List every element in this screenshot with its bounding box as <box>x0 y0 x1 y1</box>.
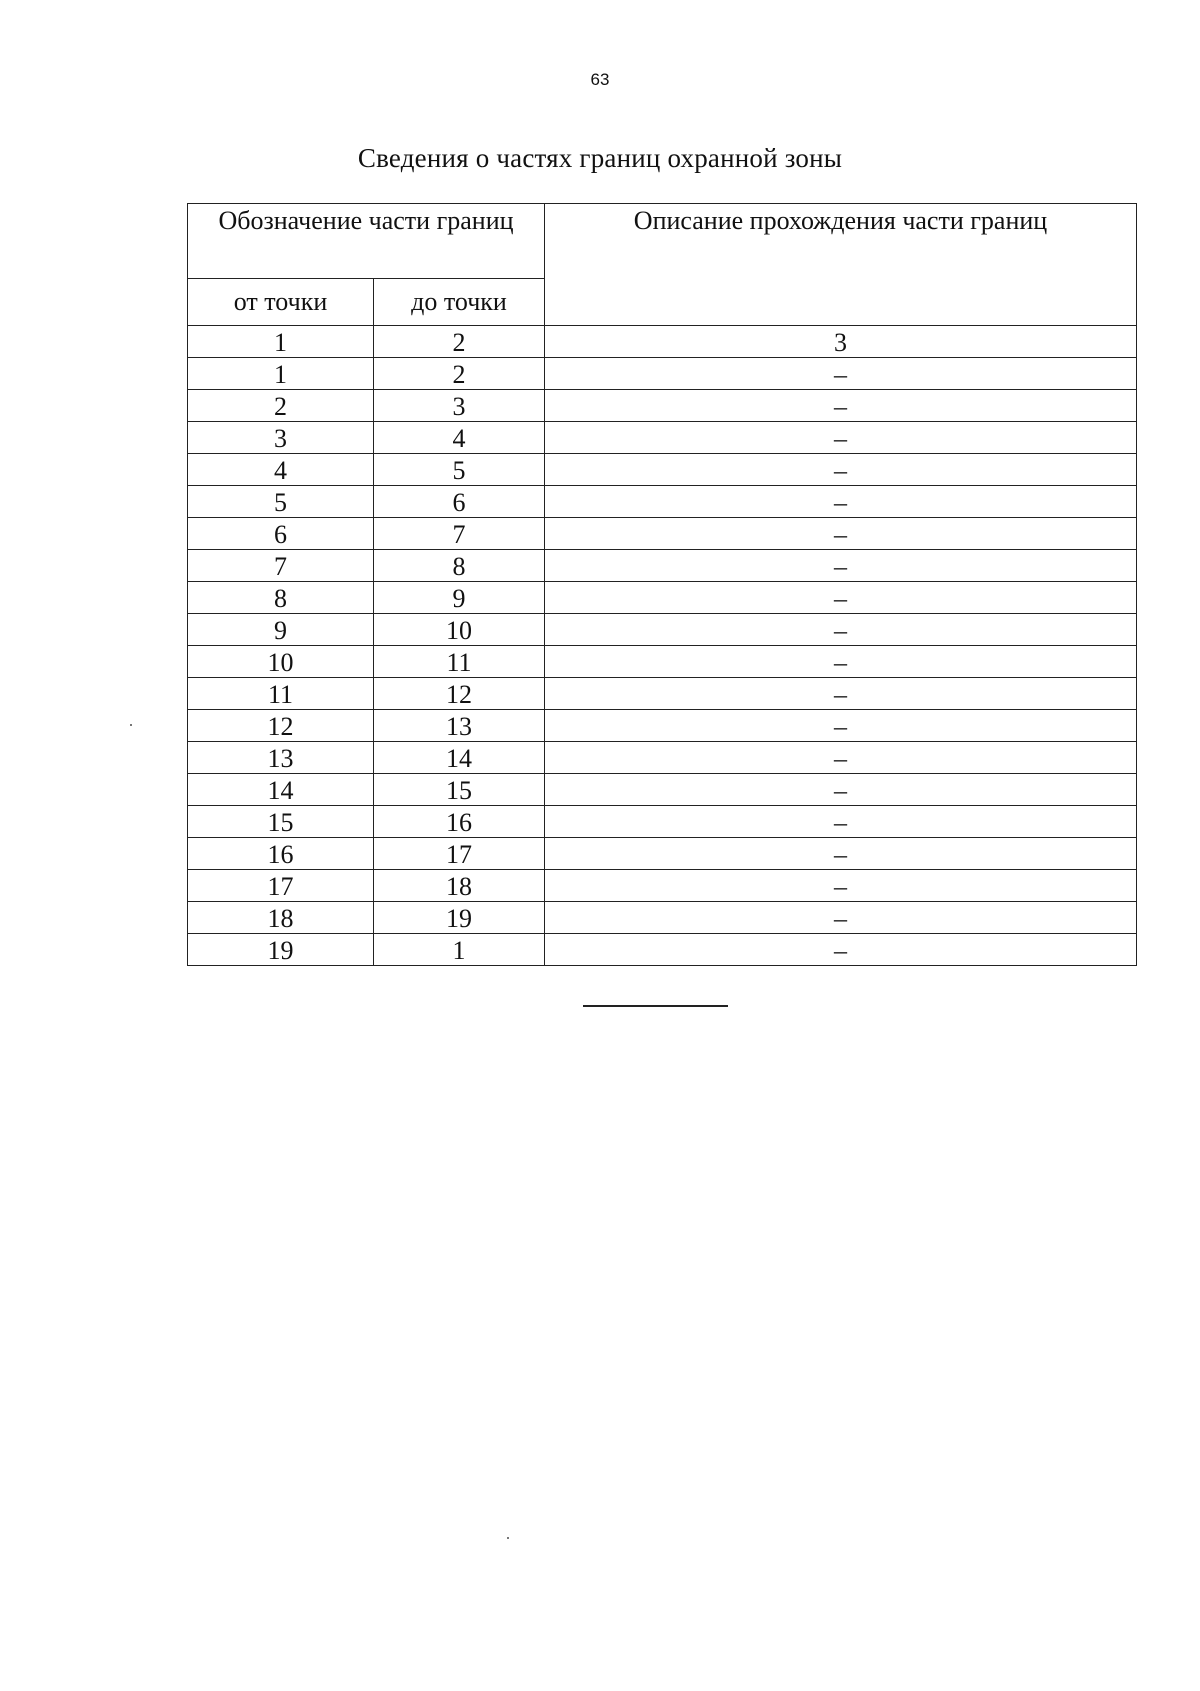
scan-speck <box>507 1537 509 1539</box>
from-point-cell: 13 <box>188 742 374 774</box>
from-point-cell: 14 <box>188 774 374 806</box>
description-cell: – <box>545 710 1137 742</box>
to-point-cell: 15 <box>374 774 545 806</box>
from-point-cell: 2 <box>188 390 374 422</box>
table-row <box>188 806 1137 838</box>
header-boundary-designation: Обозначение части границ <box>188 204 545 279</box>
page-number: 63 <box>590 70 610 89</box>
from-point-cell: 15 <box>188 806 374 838</box>
description-cell: – <box>545 518 1137 550</box>
column-index-row <box>188 326 1137 358</box>
from-point-cell: 10 <box>188 646 374 678</box>
table-row <box>188 742 1137 774</box>
description-cell: – <box>545 902 1137 934</box>
to-point-cell: 19 <box>374 902 545 934</box>
description-cell: – <box>545 358 1137 390</box>
header-from-point: от точки <box>188 279 374 326</box>
to-point-cell: 7 <box>374 518 545 550</box>
description-cell: – <box>545 390 1137 422</box>
table-header-row <box>188 204 1137 279</box>
description-cell: – <box>545 486 1137 518</box>
to-point-cell: 8 <box>374 550 545 582</box>
description-cell: – <box>545 454 1137 486</box>
description-cell: – <box>545 774 1137 806</box>
from-point-cell: 5 <box>188 486 374 518</box>
table-row <box>188 934 1137 966</box>
to-point-cell: 2 <box>374 358 545 390</box>
from-point-cell: 4 <box>188 454 374 486</box>
description-cell: – <box>545 742 1137 774</box>
from-point-cell: 18 <box>188 902 374 934</box>
end-of-section-rule <box>583 1005 728 1007</box>
description-cell: – <box>545 934 1137 966</box>
description-cell: – <box>545 678 1137 710</box>
table-row <box>188 550 1137 582</box>
table-row <box>188 774 1137 806</box>
table-row <box>188 454 1137 486</box>
header-boundary-description: Описание прохождения части границ <box>545 204 1137 326</box>
header-to-point: до точки <box>374 279 545 326</box>
column-index-cell: 3 <box>545 326 1137 358</box>
description-cell: – <box>545 806 1137 838</box>
to-point-cell: 6 <box>374 486 545 518</box>
table-row <box>188 390 1137 422</box>
to-point-cell: 18 <box>374 870 545 902</box>
to-point-cell: 13 <box>374 710 545 742</box>
from-point-cell: 16 <box>188 838 374 870</box>
to-point-cell: 3 <box>374 390 545 422</box>
column-index-cell: 2 <box>374 326 545 358</box>
description-cell: – <box>545 582 1137 614</box>
from-point-cell: 11 <box>188 678 374 710</box>
to-point-cell: 1 <box>374 934 545 966</box>
table-row <box>188 902 1137 934</box>
table-row <box>188 422 1137 454</box>
table-row <box>188 678 1137 710</box>
document-title: Сведения о частях границ охранной зоны <box>357 143 843 173</box>
from-point-cell: 8 <box>188 582 374 614</box>
description-cell: – <box>545 614 1137 646</box>
from-point-cell: 3 <box>188 422 374 454</box>
from-point-cell: 6 <box>188 518 374 550</box>
table-row <box>188 582 1137 614</box>
description-cell: – <box>545 646 1137 678</box>
description-cell: – <box>545 550 1137 582</box>
from-point-cell: 9 <box>188 614 374 646</box>
description-cell: – <box>545 870 1137 902</box>
table-row <box>188 358 1137 390</box>
to-point-cell: 12 <box>374 678 545 710</box>
description-cell: – <box>545 838 1137 870</box>
to-point-cell: 11 <box>374 646 545 678</box>
to-point-cell: 14 <box>374 742 545 774</box>
to-point-cell: 4 <box>374 422 545 454</box>
to-point-cell: 10 <box>374 614 545 646</box>
boundary-parts-table <box>187 203 1137 966</box>
column-index-cell: 1 <box>188 326 374 358</box>
table-row <box>188 710 1137 742</box>
to-point-cell: 9 <box>374 582 545 614</box>
table-row <box>188 838 1137 870</box>
to-point-cell: 17 <box>374 838 545 870</box>
to-point-cell: 16 <box>374 806 545 838</box>
from-point-cell: 12 <box>188 710 374 742</box>
from-point-cell: 1 <box>188 358 374 390</box>
from-point-cell: 17 <box>188 870 374 902</box>
table-row <box>188 646 1137 678</box>
description-cell: – <box>545 422 1137 454</box>
table-row <box>188 614 1137 646</box>
table-row <box>188 870 1137 902</box>
to-point-cell: 5 <box>374 454 545 486</box>
from-point-cell: 19 <box>188 934 374 966</box>
scan-speck <box>130 724 132 726</box>
table-row <box>188 486 1137 518</box>
from-point-cell: 7 <box>188 550 374 582</box>
table-row <box>188 518 1137 550</box>
